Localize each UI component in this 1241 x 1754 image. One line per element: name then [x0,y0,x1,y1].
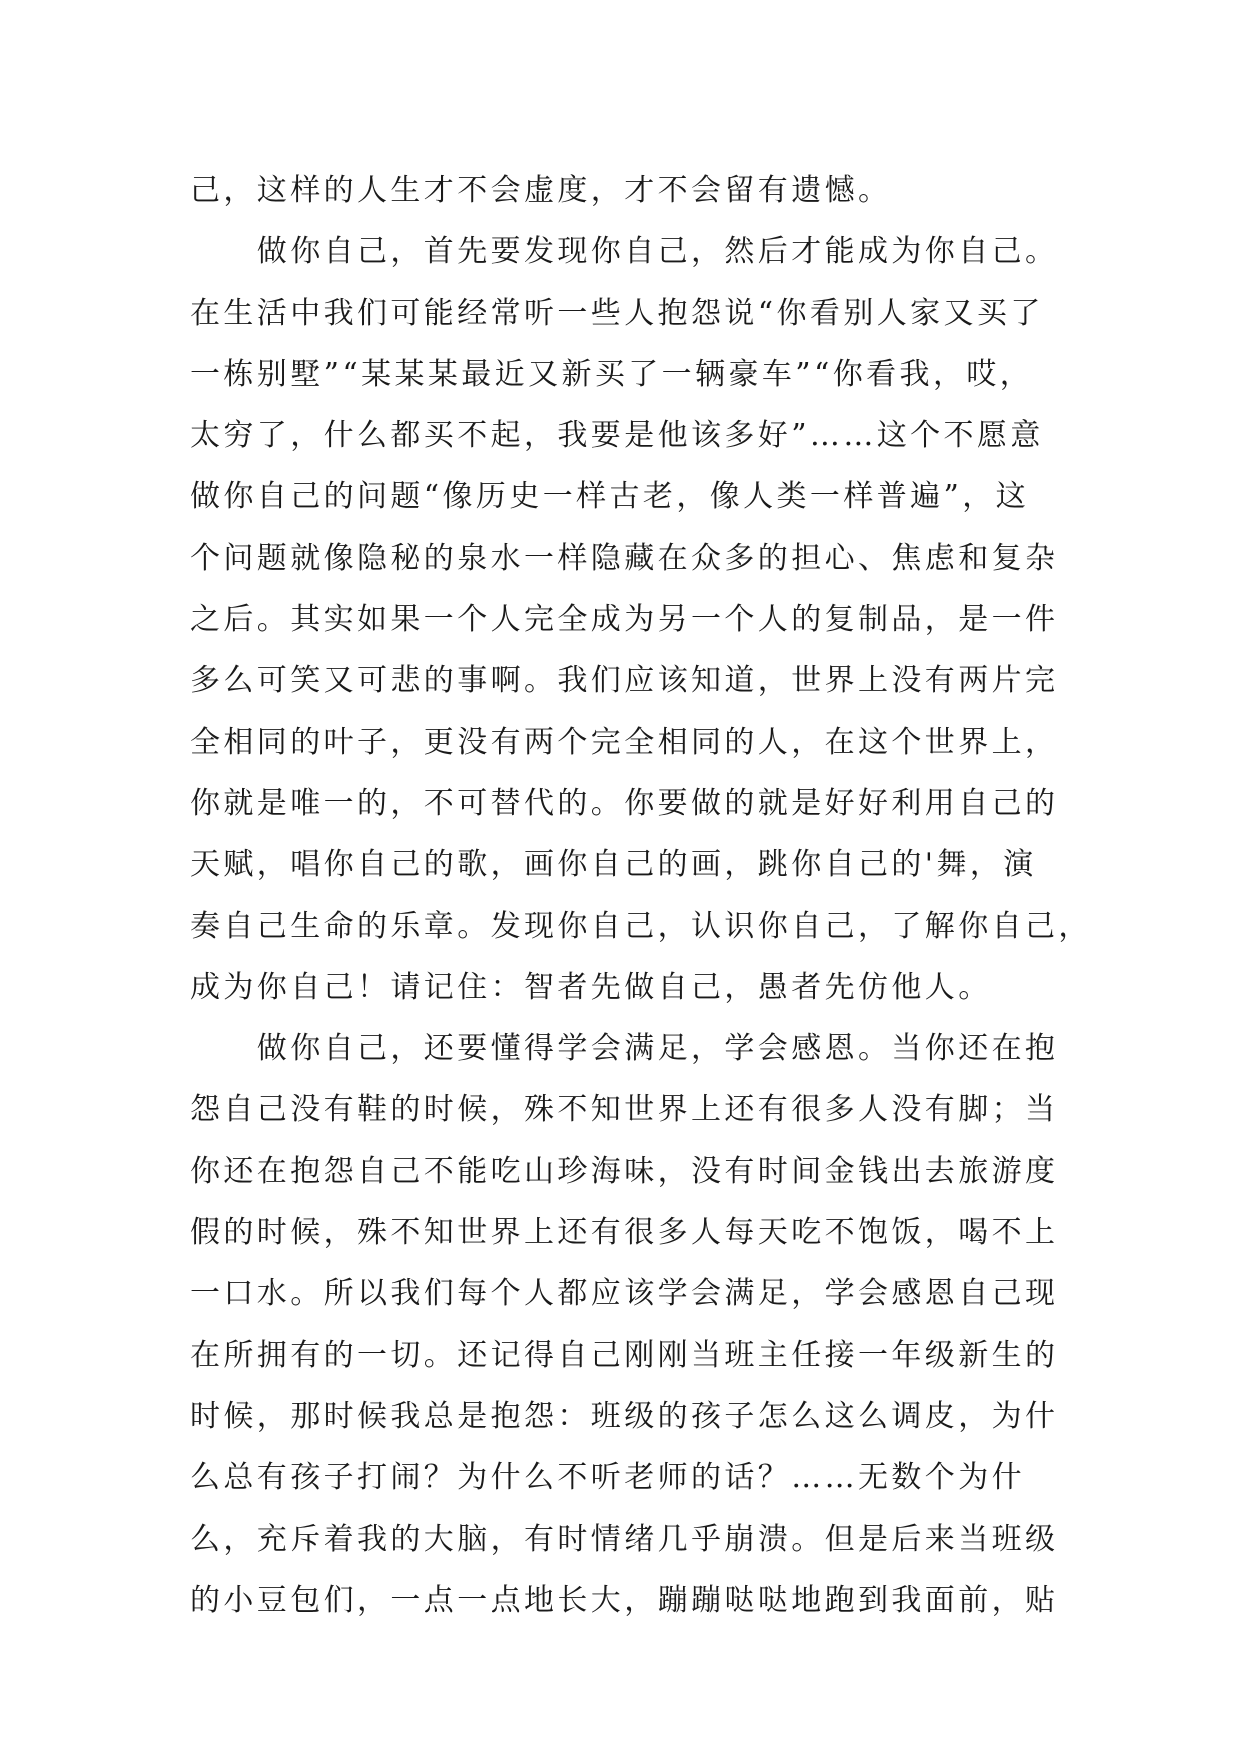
text-line: 做你自己，还要懂得学会满足，学会感恩。当你还在抱 [190,1031,1059,1067]
text-line: 多么可笑又可悲的事啊。我们应该知道，世界上没有两片完 [190,663,1059,699]
text-line: 全相同的叶子，更没有两个完全相同的人，在这个世界上， [190,724,1059,760]
text-line: 在所拥有的一切。还记得自己刚刚当班主任接一年级新生的 [190,1337,1059,1373]
body-text [190,160,1092,1631]
text-line: 怨自己没有鞋的时候，殊不知世界上还有很多人没有脚；当 [190,1092,1059,1128]
text-line: 一栋别墅”“某某某最近又新买了一辆豪车”“你看我，哎， [190,356,1034,392]
text-line: 假的时候，殊不知世界上还有很多人每天吃不饱饭，喝不上 [190,1215,1059,1251]
text-line: 么总有孩子打闹？为什么不听老师的话？……无数个为什 [190,1460,1025,1496]
text-line: 你就是唯一的，不可替代的。你要做的就是好好利用自己的 [190,785,1059,821]
text-line: 己，这样的人生才不会虚度，才不会留有遗憾。 [190,173,892,208]
text-line: 奏自己生命的乐章。发现你自己，认识你自己，了解你自己， [190,908,1092,944]
text-line: 成为你自己！请记住：智者先做自己，愚者先仿他人。 [190,969,992,1005]
text-line: 在生活中我们可能经常听一些人抱怨说“你看别人家又买了 [190,295,1044,331]
text-line: 你还在抱怨自己不能吃山珍海味，没有时间金钱出去旅游度 [190,1153,1059,1189]
text-line: 太穷了，什么都买不起，我要是他该多好”……这个不愿意 [190,418,1044,454]
text-line: 做你自己的问题“像历史一样古老，像人类一样普遍”，这 [190,479,1030,515]
text-line: 做你自己，首先要发现你自己，然后才能成为你自己。 [190,234,1059,270]
text-line: 之后。其实如果一个人完全成为另一个人的复制品，是一件 [190,602,1059,638]
text-line: 一口水。所以我们每个人都应该学会满足，学会感恩自己现 [190,1276,1059,1312]
text-line: 么，充斥着我的大脑，有时情绪几乎崩溃。但是后来当班级 [190,1521,1059,1557]
text-line: 的小豆包们，一点一点地长大，蹦蹦哒哒地跑到我面前，贴 [190,1582,1059,1618]
text-line: 时候，那时候我总是抱怨：班级的孩子怎么这么调皮，为什 [190,1398,1059,1434]
text-line: 天赋，唱你自己的歌，画你自己的画，跳你自己的'舞，演 [190,847,1037,883]
text-line: 个问题就像隐秘的泉水一样隐藏在众多的担心、焦虑和复杂 [190,540,1059,576]
